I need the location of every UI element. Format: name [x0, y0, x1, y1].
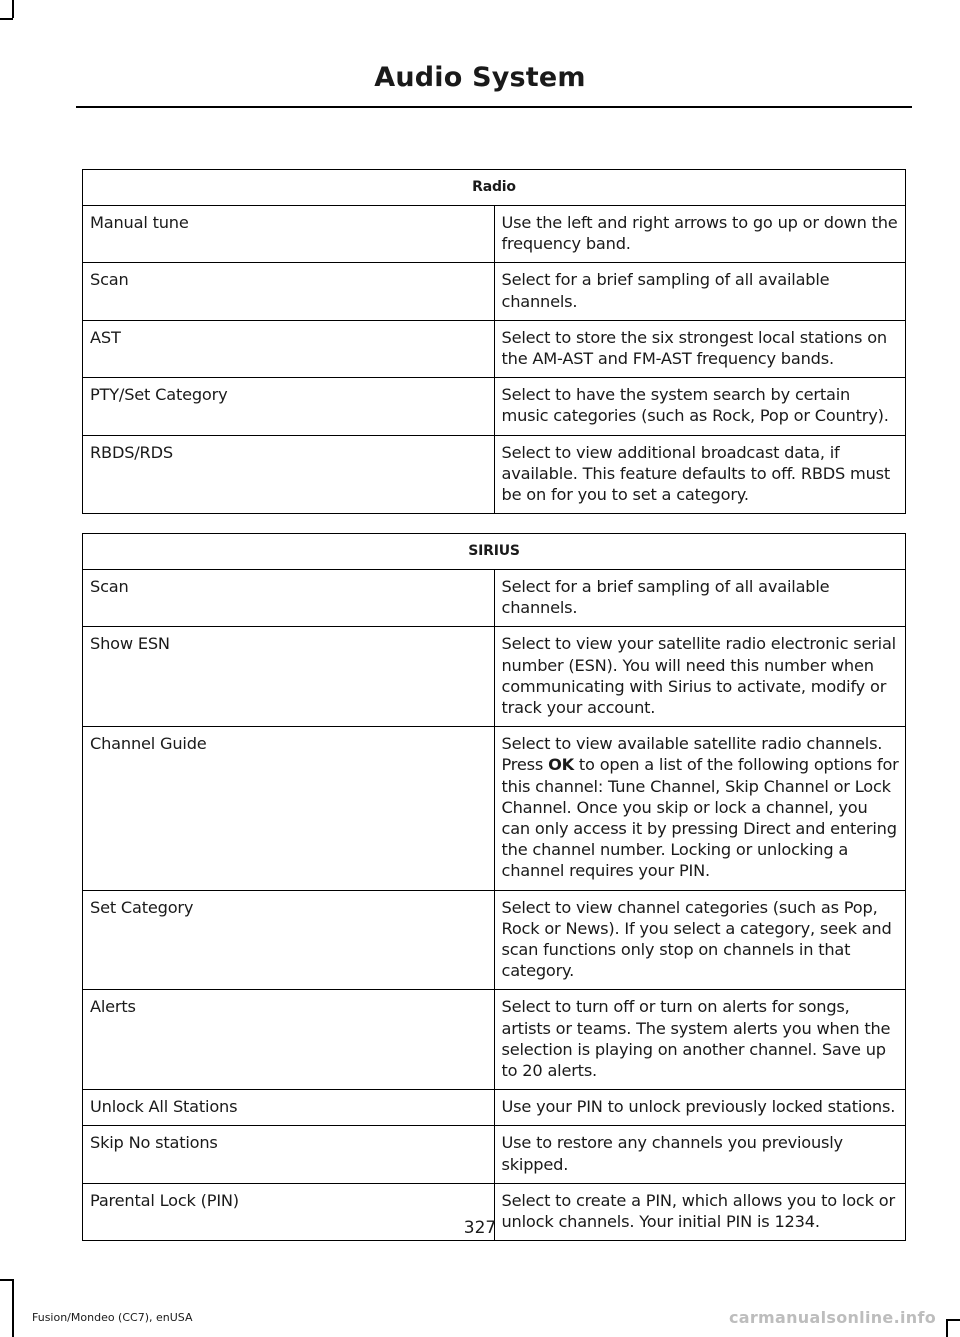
- ok-key-label: OK: [548, 755, 574, 775]
- crop-mark: [946, 1319, 948, 1337]
- watermark: carmanualsonline.info: [728, 1308, 936, 1327]
- description-text: to open a list of the following options for this channel: Tune Channel, Skip Channel or Lock Channel. Once you skip or lock a channel, you can only access it by pressing Direct and entering the channel number. Locking or unlocking a channel requires your PIN.: [501, 755, 899, 881]
- option-label: Manual tune: [83, 206, 495, 263]
- table-row: [83, 320, 906, 377]
- option-description: Use to restore any channels you previously skipped.: [494, 1126, 906, 1183]
- option-label: RBDS/RDS: [83, 435, 495, 514]
- option-label: Skip No stations: [83, 1126, 495, 1183]
- table-title: Radio: [83, 170, 906, 206]
- option-label: Scan: [83, 263, 495, 320]
- option-description: Use your PIN to unlock previously locked stations.: [494, 1090, 906, 1126]
- header-divider: [76, 106, 912, 108]
- page-number: 327: [463, 1218, 497, 1238]
- option-description: Select to have the system search by certain music categories (such as Rock, Pop or Country).: [494, 378, 906, 435]
- radio-table: [82, 169, 906, 514]
- table-row: [83, 990, 906, 1090]
- option-label: AST: [83, 320, 495, 377]
- option-description: Select to turn off or turn on alerts for songs, artists or teams. The system alerts you when the selection is playing on another channel. Save up to 20 alerts.: [494, 990, 906, 1090]
- crop-mark: [0, 18, 13, 20]
- description-text: Select to view available satellite radio channels. Press: [501, 734, 883, 775]
- table-row: [83, 627, 906, 727]
- crop-mark: [946, 1319, 960, 1321]
- option-label: Unlock All Stations: [83, 1090, 495, 1126]
- option-description: Select to store the six strongest local stations on the AM-AST and FM-AST frequency bands.: [494, 320, 906, 377]
- option-description: Select to view channel categories (such as Pop, Rock or News). If you select a category, seek and scan functions only stop on channels in that category.: [494, 890, 906, 990]
- option-label: Channel Guide: [83, 727, 495, 890]
- option-label: PTY/Set Category: [83, 378, 495, 435]
- crop-mark: [12, 1279, 14, 1337]
- table-row: [83, 206, 906, 263]
- table-header-row: [83, 534, 906, 570]
- table-row: [83, 263, 906, 320]
- option-description: Select to view your satellite radio electronic serial number (ESN). You will need this number when communicating with Sirius to activate, modify or track your account.: [494, 627, 906, 727]
- crop-mark: [12, 0, 14, 18]
- option-label: Set Category: [83, 890, 495, 990]
- option-label: Alerts: [83, 990, 495, 1090]
- sirius-table: [82, 533, 906, 1241]
- option-description: Select to view additional broadcast data, if available. This feature defaults to off. RBDS must be on for you to set a category.: [494, 435, 906, 514]
- table-row: [83, 435, 906, 514]
- table-row: [83, 1126, 906, 1183]
- table-row: [83, 378, 906, 435]
- option-description: Select for a brief sampling of all available channels.: [494, 570, 906, 627]
- option-description: Select to create a PIN, which allows you to lock or unlock channels. Your initial PIN is 1234.: [494, 1183, 906, 1240]
- crop-mark: [0, 1279, 13, 1281]
- option-label: Parental Lock (PIN): [83, 1183, 495, 1240]
- option-description: Use the left and right arrows to go up or down the frequency band.: [494, 206, 906, 263]
- page-title: Audio System: [374, 62, 586, 93]
- table-row: [83, 727, 906, 890]
- option-description: Select for a brief sampling of all available channels.: [494, 263, 906, 320]
- table-row: [83, 890, 906, 990]
- option-label: Show ESN: [83, 627, 495, 727]
- table-row: [83, 570, 906, 627]
- table-title: SIRIUS: [83, 534, 906, 570]
- option-label: Scan: [83, 570, 495, 627]
- edition-label: Fusion/Mondeo (CC7), enUSA: [32, 1311, 193, 1324]
- table-header-row: [83, 170, 906, 206]
- option-description: [494, 727, 906, 890]
- table-row: [83, 1090, 906, 1126]
